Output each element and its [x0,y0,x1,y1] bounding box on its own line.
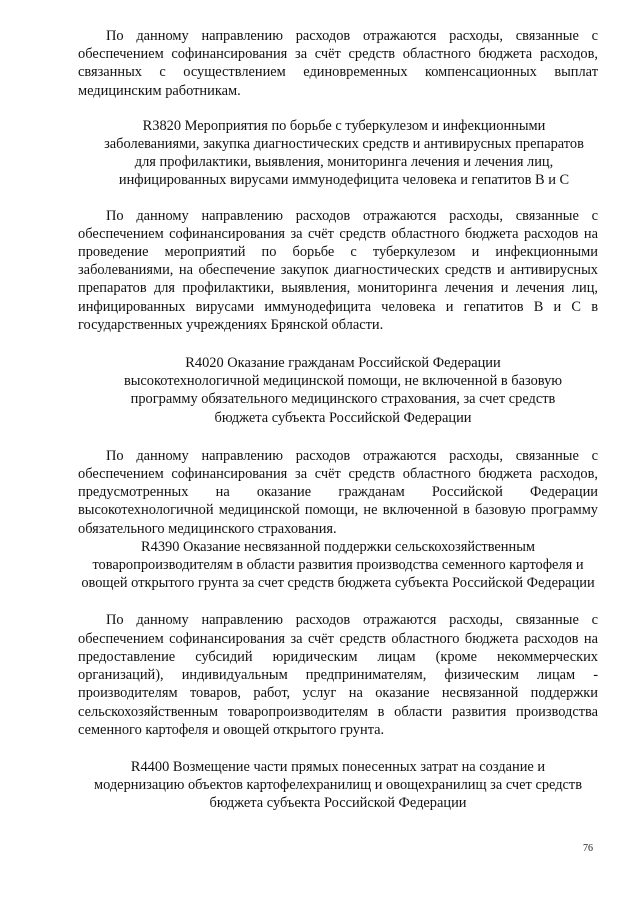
page-number: 76 [583,843,593,854]
section-heading-r4020: R4020 Оказание гражданам Российской Федерации высокотехнологичной медицинской помощи, не включенной в базовую программу обязательного медицинского страхования, за счет средств бюджета субъекта Российской Федерации [123,355,563,426]
section-heading-r4390: R4390 Оказание несвязанной поддержки сельскохозяйственным товаропроизводителям в области развития производства семенного картофеля и овощей открытого грунта за счет средств бюджета субъекта Российской Федерации [81,538,595,592]
spacer [78,334,598,354]
paragraph-2: По данному направлению расходов отражаются расходы, связанные с обеспечением софинансирования за счёт средств областного бюджета расходов на проведение мероприятий по борьбе с туберкулезом и инфекционными заболеваниями, на обеспечение закупок диагностических средств и антивирусных препаратов для профилактики, выявления, мониторинга лечения и лечения лиц, инфицированных вирусами иммунодефицита человека и гепатитов В и С в государственных учреждениях Брянской области. [78,207,598,333]
paragraph-4: По данному направлению расходов отражаются расходы, связанные с обеспечением софинансирования за счёт средств областного бюджета расходов на предоставление субсидий юридическим лицам (кроме некоммерческих организаций), индивидуальным предпринимателям, физическим лицам - производителям товаров, работ, услуг на оказание несвязанной поддержки сельскохозяйственным товаропроизводителям в области развития производства семенного картофеля и овощей открытого грунта. [78,612,598,738]
spacer [78,739,598,758]
section-heading-r4400: R4400 Возмещение части прямых понесенных затрат на создание и модернизацию объектов картофелехранилищ и овощехранилищ за счет средств бюджета субъекта Российской Федерации [93,758,583,812]
spacer [78,190,598,207]
section-heading-r3820: R3820 Мероприятия по борьбе с туберкулезом и инфекционными заболеваниями, закупка диагностических средств и антивирусных препаратов для профилактики, выявления, мониторинга лечения и лечения лиц, инфицированных вирусами иммунодефицита человека и гепатитов В и С [104,117,584,189]
spacer [78,592,598,611]
spacer [78,427,598,447]
paragraph-1: По данному направлению расходов отражаются расходы, связанные с обеспечением софинансирования за счёт средств областного бюджета расходов, связанных с осуществлением единовременных компенсационных выплат медицинским работникам. [78,28,598,99]
spacer [78,100,598,117]
paragraph-3: По данному направлению расходов отражаются расходы, связанные с обеспечением софинансирования за счёт средств областного бюджета расходов, предусмотренных на оказание гражданам Российской Федерации высокотехнологичной медицинской помощи, не включенной в базовую программу обязательного медицинского страхования. [78,447,598,537]
